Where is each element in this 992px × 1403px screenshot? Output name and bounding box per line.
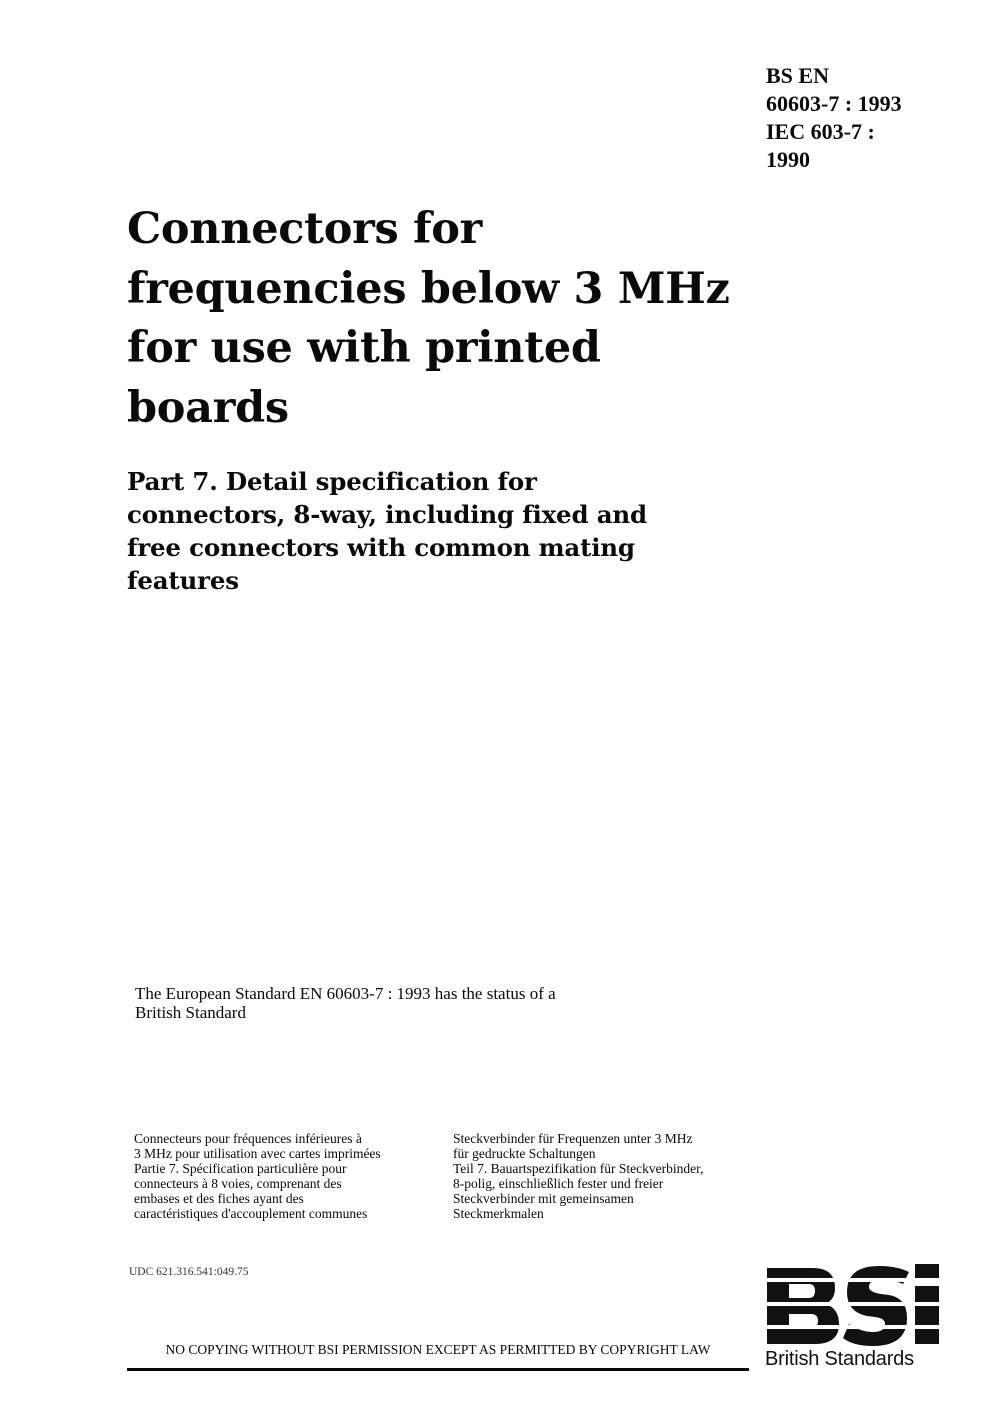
standard-number-line: 1990: [766, 147, 810, 172]
title-line: Connectors for: [127, 204, 482, 254]
standard-number-block: [766, 62, 966, 174]
german-title-line: Steckmerkmalen: [453, 1206, 544, 1221]
bsi-logo-mark: [765, 1262, 945, 1346]
subtitle-line: Part 7. Detail specification for: [127, 467, 537, 496]
subtitle-line: free connectors with common mating: [127, 533, 635, 562]
french-title-line: Connecteurs pour fréquences inférieures à: [134, 1131, 362, 1146]
title-line: for use with printed: [127, 323, 601, 373]
bsi-logo: [765, 1262, 945, 1372]
subtitle-line: connectors, 8-way, including fixed and: [127, 500, 647, 529]
udc-code: UDC 621.316.541:049.75: [129, 1266, 249, 1278]
french-title-line: 3 MHz pour utilisation avec cartes imprimées: [134, 1146, 381, 1161]
document-subtitle: [127, 465, 767, 597]
standard-number-line: BS EN: [766, 63, 829, 88]
standard-number-line: 60603-7 : 1993: [766, 91, 902, 116]
status-statement: [135, 984, 655, 1022]
subtitle-line: features: [127, 566, 239, 595]
german-title-line: für gedruckte Schaltungen: [453, 1146, 596, 1161]
status-line: British Standard: [135, 1003, 246, 1022]
french-title-line: embases et des fiches ayant des: [134, 1191, 304, 1206]
german-title: [453, 1131, 753, 1221]
french-title-line: connecteurs à 8 voies, comprenant des: [134, 1176, 342, 1191]
german-title-line: Steckverbinder für Frequenzen unter 3 MHz: [453, 1131, 693, 1146]
title-line: frequencies below 3 MHz: [127, 263, 730, 314]
title-line: boards: [127, 382, 289, 433]
standard-number-line: IEC 603-7 :: [766, 119, 875, 144]
german-title-line: Steckverbinder mit gemeinsamen: [453, 1191, 634, 1206]
german-title-line: 8-polig, einschließlich fester und freier: [453, 1176, 664, 1191]
french-title-line: Partie 7. Spécification particulière pour: [134, 1161, 347, 1176]
bsi-logo-caption: British Standards: [765, 1348, 914, 1370]
french-title: [134, 1131, 434, 1221]
copyright-notice: NO COPYING WITHOUT BSI PERMISSION EXCEPT AS PERMITTED BY COPYRIGHT LAW: [127, 1340, 749, 1371]
status-line: The European Standard EN 60603-7 : 1993 has the status of a: [135, 984, 556, 1003]
german-title-line: Teil 7. Bauartspezifikation für Steckverbinder,: [453, 1161, 704, 1176]
document-title: [127, 200, 827, 438]
french-title-line: caractéristiques d'accouplement communes: [134, 1206, 368, 1221]
